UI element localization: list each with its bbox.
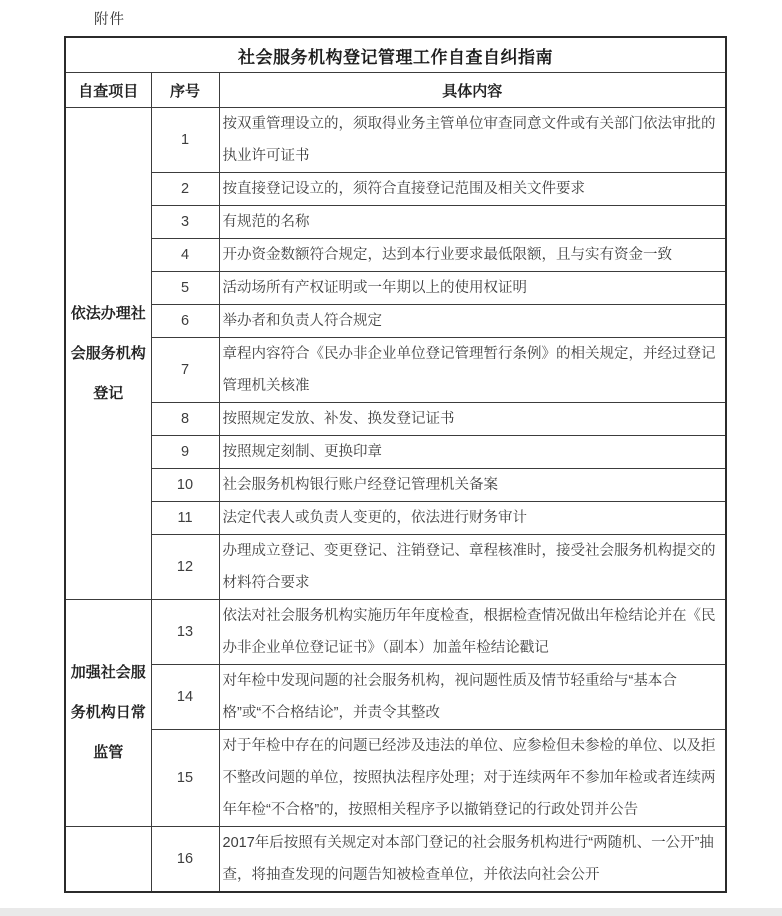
row-number-cell: 6 [151, 305, 219, 338]
row-content-cell: 办理成立登记、变更登记、注销登记、章程核准时，接受社会服务机构提交的材料符合要求 [219, 535, 726, 600]
row-number-cell: 12 [151, 535, 219, 600]
table-row [65, 827, 726, 893]
row-number-cell: 4 [151, 239, 219, 272]
column-header-specific-content: 具体内容 [219, 73, 726, 108]
table-header-row [65, 73, 726, 108]
category-cell: 依法办理社会服务机构登记 [65, 108, 151, 600]
table-row [65, 730, 726, 827]
table-row [65, 436, 726, 469]
table-row [65, 272, 726, 305]
table-row [65, 403, 726, 436]
row-number-cell: 16 [151, 827, 219, 893]
row-content-cell: 章程内容符合《民办非企业单位登记管理暂行条例》的相关规定，并经过登记管理机关核准 [219, 338, 726, 403]
row-number-cell: 10 [151, 469, 219, 502]
table-row [65, 239, 726, 272]
table-row [65, 173, 726, 206]
row-content-cell: 按双重管理设立的，须取得业务主管单位审查同意文件或有关部门依法审批的执业许可证书 [219, 108, 726, 173]
row-number-cell: 9 [151, 436, 219, 469]
table-body [65, 108, 726, 893]
row-content-cell: 法定代表人或负责人变更的，依法进行财务审计 [219, 502, 726, 535]
row-number-cell: 15 [151, 730, 219, 827]
row-content-cell: 2017年后按照有关规定对本部门登记的社会服务机构进行“两随机、一公开”抽查，将抽查发现的问题告知被检查单位，并依法向社会公开 [219, 827, 726, 893]
row-number-cell: 14 [151, 665, 219, 730]
attachment-label: 附件 [94, 12, 125, 28]
table-row [65, 469, 726, 502]
table-row [65, 600, 726, 665]
row-content-cell: 按直接登记设立的，须符合直接登记范围及相关文件要求 [219, 173, 726, 206]
row-content-cell: 对于年检中存在的问题已经涉及违法的单位、应参检但未参检的单位、以及拒不整改问题的单位，按照执法程序处理；对于连续两年不参加年检或者连续两年年检“不合格”的，按照相关程序予以撤销登记的行政处罚并公告 [219, 730, 726, 827]
row-content-cell: 活动场所有产权证明或一年期以上的使用权证明 [219, 272, 726, 305]
row-number-cell: 13 [151, 600, 219, 665]
row-content-cell: 按照规定刻制、更换印章 [219, 436, 726, 469]
category-cell [65, 827, 151, 893]
table-title-row [65, 37, 726, 73]
category-cell: 加强社会服务机构日常监管 [65, 600, 151, 827]
row-content-cell: 开办资金数额符合规定，达到本行业要求最低限额，且与实有资金一致 [219, 239, 726, 272]
row-content-cell: 社会服务机构银行账户经登记管理机关备案 [219, 469, 726, 502]
column-header-number: 序号 [151, 73, 219, 108]
row-number-cell: 3 [151, 206, 219, 239]
column-header-self-inspection-item: 自查项目 [65, 73, 151, 108]
table-row [65, 338, 726, 403]
row-number-cell: 11 [151, 502, 219, 535]
table-row [65, 108, 726, 173]
row-content-cell: 按照规定发放、补发、换发登记证书 [219, 403, 726, 436]
table-row [65, 305, 726, 338]
table-row [65, 535, 726, 600]
row-number-cell: 7 [151, 338, 219, 403]
row-content-cell: 对年检中发现问题的社会服务机构，视问题性质及情节轻重给与“基本合格”或“不合格结论”，并责令其整改 [219, 665, 726, 730]
table-row [65, 206, 726, 239]
row-number-cell: 1 [151, 108, 219, 173]
row-number-cell: 5 [151, 272, 219, 305]
table-row [65, 502, 726, 535]
row-number-cell: 2 [151, 173, 219, 206]
row-number-cell: 8 [151, 403, 219, 436]
row-content-cell: 依法对社会服务机构实施历年年度检查，根据检查情况做出年检结论并在《民办非企业单位登记证书》（副本）加盖年检结论戳记 [219, 600, 726, 665]
page-bottom-edge [0, 908, 782, 916]
self-inspection-guide-table [64, 36, 727, 893]
row-content-cell: 举办者和负责人符合规定 [219, 305, 726, 338]
table-row [65, 665, 726, 730]
table-title: 社会服务机构登记管理工作自查自纠指南 [65, 37, 726, 73]
row-content-cell: 有规范的名称 [219, 206, 726, 239]
